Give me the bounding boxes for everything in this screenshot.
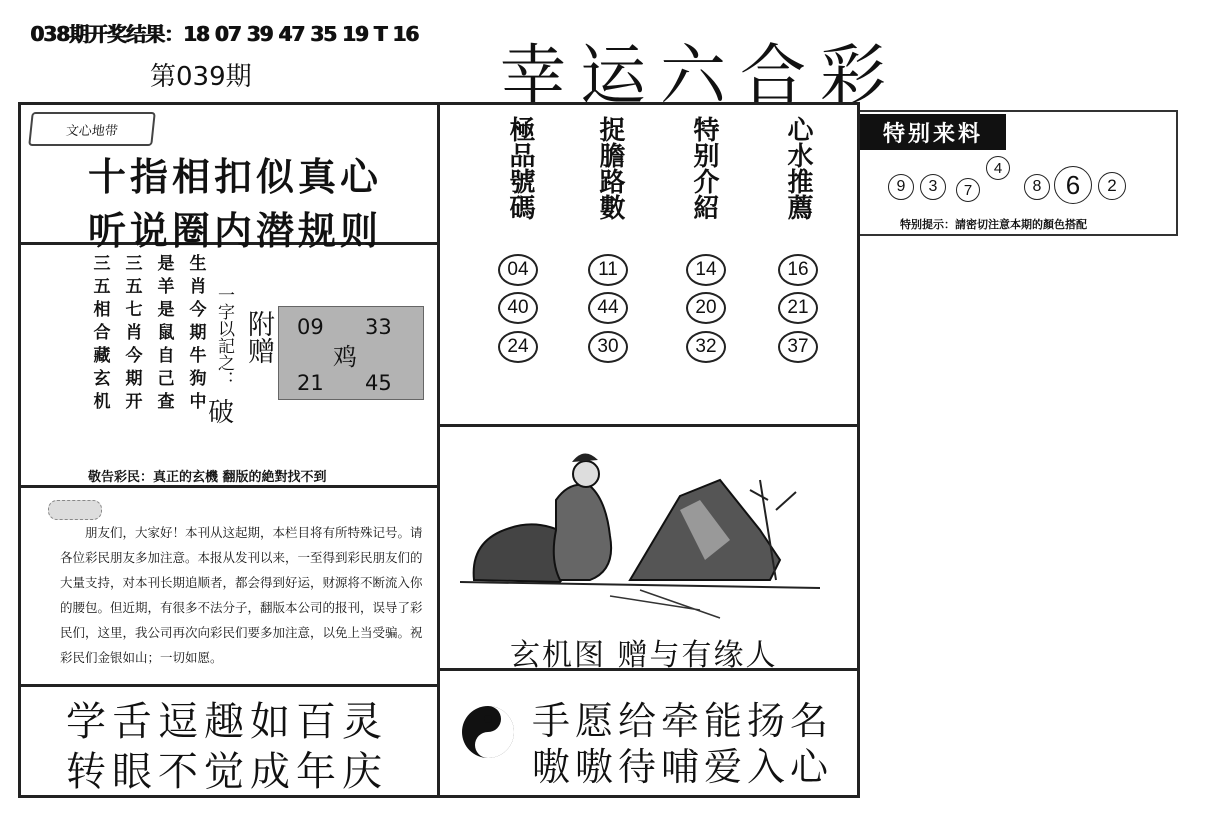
riddle-column-4: 生肖今期牛狗中	[185, 254, 206, 415]
yin-yang-icon	[460, 700, 516, 764]
special-number: 3	[920, 174, 946, 200]
riddle-answer-char: 破	[208, 398, 235, 428]
poem-right-line-2: 嗷嗷待哺爱入心	[532, 745, 834, 789]
slogan-line-2: 听说圈内潜规则	[88, 208, 383, 253]
special-number: 7	[956, 178, 980, 202]
special-number: 2	[1098, 172, 1126, 200]
article-text: 朋友们，大家好！本刊从这起期，本栏目将有所特殊记号。请各位彩民朋友多加注意。本报从发刊以来，一至得到彩民朋友们的大量支持，对本刊长期追顺者，都会得到好运，财源将不断流入你的腰包。但近期，有很多不法分子，翻版本公司的报刊，误导了彩民们，这里，我公司再次向彩民们要多加注意，以免上当受骗。祝彩民们金银如山；一切如愿。	[60, 525, 423, 665]
divider-right-1	[437, 424, 860, 427]
divider-left-2	[18, 485, 438, 488]
bonus-number: 33	[365, 315, 392, 339]
previous-result: 038期开奖结果：18 07 39 47 35 19 T 16	[30, 22, 418, 46]
poem-left-line-2: 转眼不觉成年庆	[66, 749, 388, 795]
riddle-column-2: 三五七肖今期开	[121, 254, 142, 415]
pick-ball: 16	[778, 254, 818, 286]
special-number: 6	[1054, 166, 1092, 204]
bonus-number: 21	[297, 371, 324, 395]
picks-head-2: 捉膽路數	[595, 116, 625, 220]
mystery-illustration	[460, 440, 820, 624]
bonus-number: 45	[365, 371, 392, 395]
slogan-line-1: 十指相扣似真心	[88, 154, 383, 199]
poem-left-line-1: 学舌逗趣如百灵	[66, 699, 388, 745]
pick-ball: 24	[498, 331, 538, 363]
pick-ball: 20	[686, 292, 726, 324]
picks-head-1: 極品號碼	[505, 116, 535, 220]
special-number: 9	[888, 174, 914, 200]
riddle-hint: 一字以記之：	[214, 286, 234, 388]
divider-left-3	[18, 684, 438, 687]
pick-ball: 30	[588, 331, 628, 363]
pick-ball: 44	[588, 292, 628, 324]
page-title: 幸运六合彩	[500, 37, 900, 114]
pick-ball: 11	[588, 254, 628, 286]
issue-number: 第039期	[150, 62, 252, 92]
article-badge	[48, 500, 102, 520]
center-divider	[437, 102, 440, 798]
bonus-label: 附赠	[243, 310, 274, 364]
illustration-caption: 玄机图 赠与有缘人	[510, 638, 778, 673]
picks-head-3: 特别介紹	[689, 116, 719, 220]
picks-head-4: 心水推薦	[783, 116, 813, 220]
pick-ball: 14	[686, 254, 726, 286]
poem-right-line-1: 手愿给牵能扬名	[532, 699, 834, 743]
pick-ball: 21	[778, 292, 818, 324]
pick-ball: 40	[498, 292, 538, 324]
pick-ball: 32	[686, 331, 726, 363]
special-number: 8	[1024, 174, 1050, 200]
pick-ball: 04	[498, 254, 538, 286]
bonus-box	[278, 306, 424, 400]
special-hint: 特别提示：請密切注意本期的顏色搭配	[900, 218, 1087, 231]
pick-ball: 37	[778, 331, 818, 363]
warning-notice: 敬告彩民：真正的玄機 翻版的絶對找不到	[88, 470, 327, 485]
riddle-column-3: 是羊是鼠自己查	[153, 254, 174, 415]
bonus-number: 09	[297, 315, 324, 339]
special-number: 4	[986, 156, 1010, 180]
special-title: 特别来料	[860, 114, 1006, 150]
section-tag: 文心地带	[28, 112, 156, 146]
riddle-column-1: 三五相合藏玄机	[89, 254, 110, 415]
bonus-animal: 鸡	[333, 343, 357, 371]
